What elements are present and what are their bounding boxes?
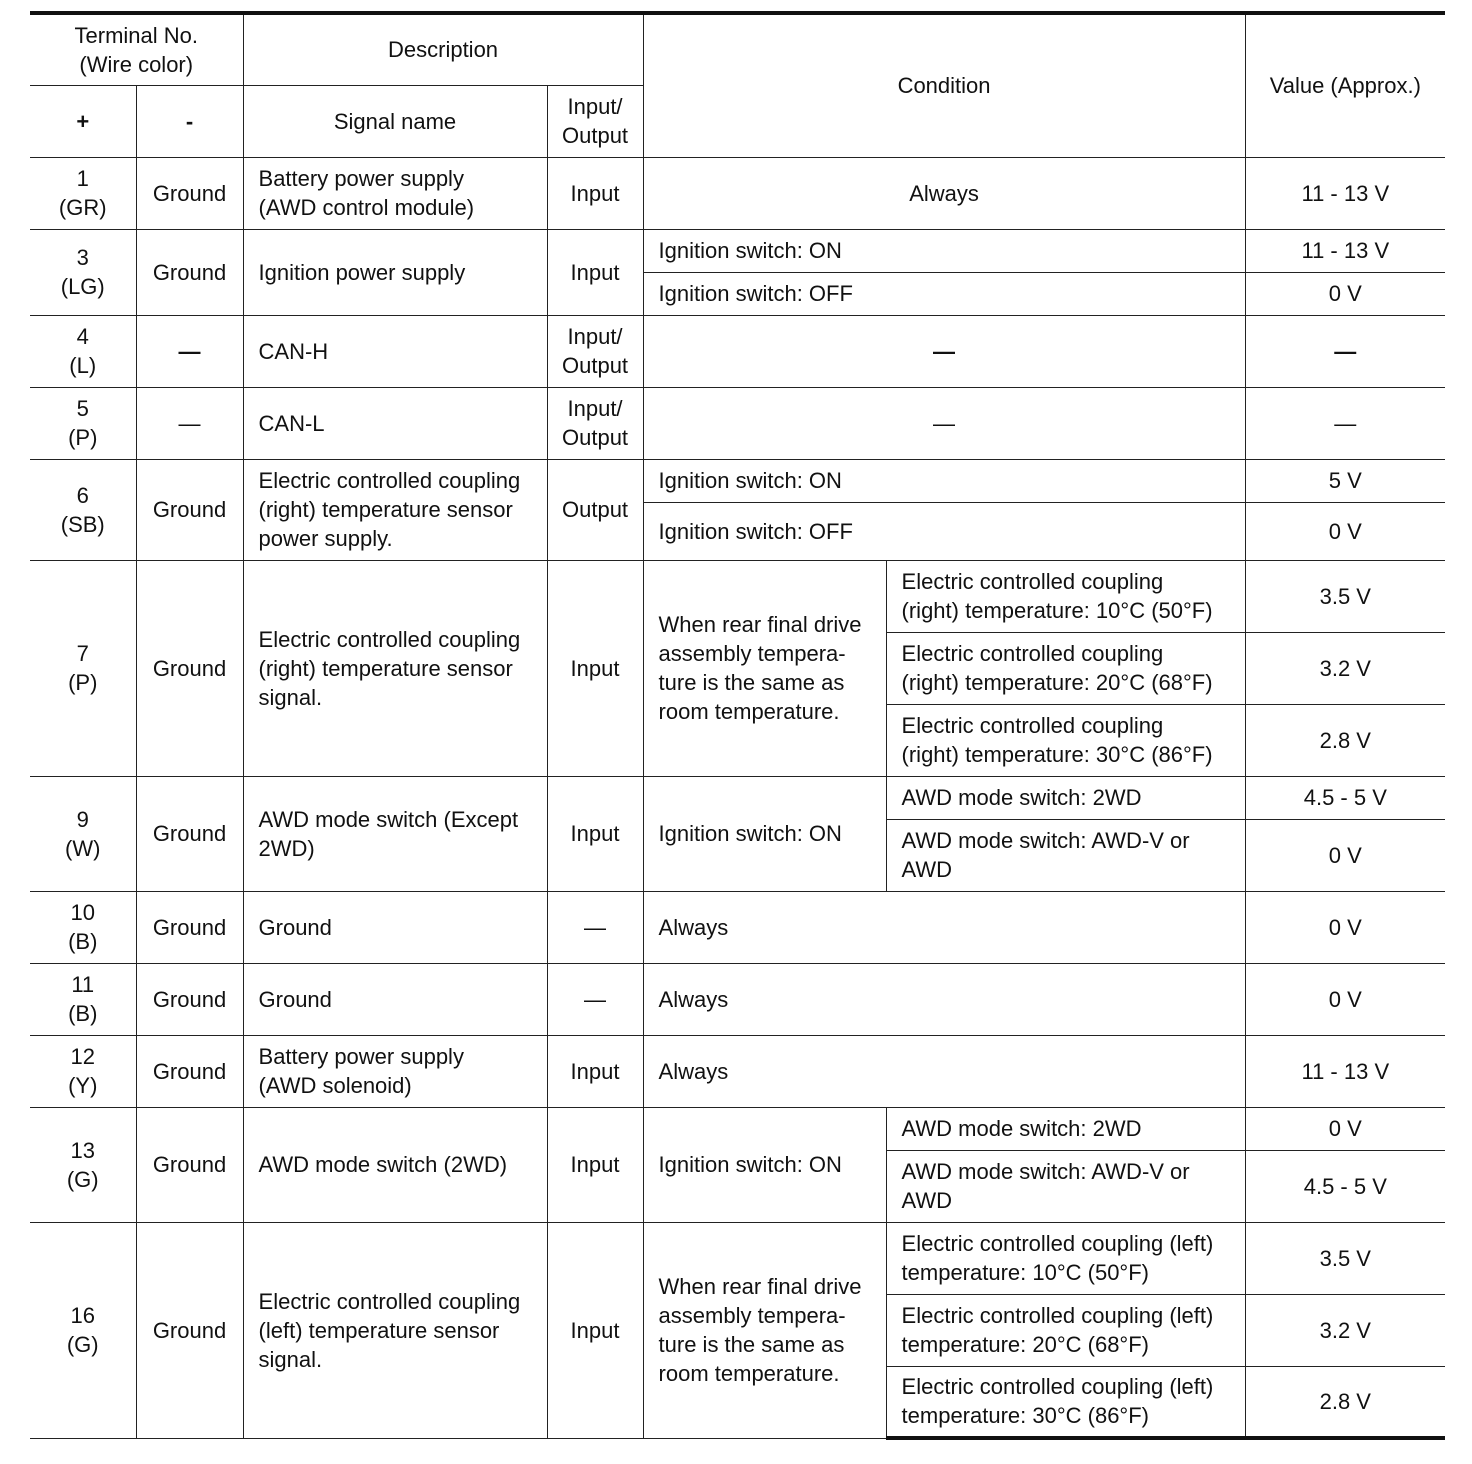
minus-cell: Ground bbox=[136, 1035, 243, 1107]
io-cell: Input bbox=[547, 157, 643, 229]
header-condition: Condition bbox=[643, 13, 1245, 157]
terminal-cell: 4 (L) bbox=[30, 315, 136, 387]
header-input-output: Input/ Output bbox=[547, 85, 643, 157]
signal-cell: AWD mode switch (2WD) bbox=[243, 1107, 547, 1222]
io-cell: Input/ Output bbox=[547, 315, 643, 387]
value-cell: 3.2 V bbox=[1245, 632, 1445, 704]
header-terminal-no: Terminal No. (Wire color) bbox=[30, 13, 243, 85]
io-cell: Input/ Output bbox=[547, 387, 643, 459]
header-minus: - bbox=[136, 85, 243, 157]
sub-condition-cell: Electric controlled coupling (right) temperature: 20°C (68°F) bbox=[886, 632, 1245, 704]
value-cell: 0 V bbox=[1245, 819, 1445, 891]
value-cell: 4.5 - 5 V bbox=[1245, 776, 1445, 819]
sub-condition-cell: Electric controlled coupling (left) temperature: 30°C (86°F) bbox=[886, 1366, 1245, 1438]
sub-condition-cell: AWD mode switch: AWD-V or AWD bbox=[886, 1150, 1245, 1222]
condition-cell: Always bbox=[643, 963, 1245, 1035]
signal-cell: Ground bbox=[243, 891, 547, 963]
value-cell: 3.5 V bbox=[1245, 1222, 1445, 1294]
terminal-cell: 16 (G) bbox=[30, 1222, 136, 1438]
signal-cell: Battery power supply (AWD control module) bbox=[243, 157, 547, 229]
sub-condition-cell: AWD mode switch: AWD-V or AWD bbox=[886, 819, 1245, 891]
minus-cell: Ground bbox=[136, 1107, 243, 1222]
signal-cell: AWD mode switch (Except 2WD) bbox=[243, 776, 547, 891]
terminal-cell: 9 (W) bbox=[30, 776, 136, 891]
minus-cell: Ground bbox=[136, 229, 243, 315]
condition-cell: Always bbox=[643, 891, 1245, 963]
minus-cell: — bbox=[136, 387, 243, 459]
value-cell: 11 - 13 V bbox=[1245, 157, 1445, 229]
value-cell: 5 V bbox=[1245, 459, 1445, 502]
minus-cell: Ground bbox=[136, 963, 243, 1035]
io-cell: Input bbox=[547, 1035, 643, 1107]
value-cell: 2.8 V bbox=[1245, 704, 1445, 776]
condition-cell: Always bbox=[643, 157, 1245, 229]
terminal-cell: 6 (SB) bbox=[30, 459, 136, 560]
header-signal-name: Signal name bbox=[243, 85, 547, 157]
minus-cell: Ground bbox=[136, 776, 243, 891]
signal-cell: Battery power supply (AWD solenoid) bbox=[243, 1035, 547, 1107]
minus-cell: Ground bbox=[136, 459, 243, 560]
minus-cell: Ground bbox=[136, 157, 243, 229]
condition-cell: When rear final drive assembly tempera- ture is the same as room temperature. bbox=[643, 560, 886, 776]
terminal-cell: 5 (P) bbox=[30, 387, 136, 459]
minus-cell: Ground bbox=[136, 560, 243, 776]
value-cell: 3.2 V bbox=[1245, 1294, 1445, 1366]
condition-cell: Always bbox=[643, 1035, 1245, 1107]
io-cell: Input bbox=[547, 560, 643, 776]
sub-condition-cell: Electric controlled coupling (right) temperature: 10°C (50°F) bbox=[886, 560, 1245, 632]
minus-cell: Ground bbox=[136, 891, 243, 963]
condition-cell: Ignition switch: OFF bbox=[643, 502, 1245, 560]
io-cell: Input bbox=[547, 1222, 643, 1438]
minus-cell: Ground bbox=[136, 1222, 243, 1438]
header-plus: + bbox=[30, 85, 136, 157]
condition-cell: Ignition switch: ON bbox=[643, 229, 1245, 272]
header-value: Value (Approx.) bbox=[1245, 13, 1445, 157]
value-cell: — bbox=[1245, 387, 1445, 459]
signal-cell: Electric controlled coupling (left) temperature sensor signal. bbox=[243, 1222, 547, 1438]
terminal-cell: 11 (B) bbox=[30, 963, 136, 1035]
sub-condition-cell: AWD mode switch: 2WD bbox=[886, 1107, 1245, 1150]
signal-cell: Electric controlled coupling (right) temperature sensor power supply. bbox=[243, 459, 547, 560]
condition-cell: Ignition switch: OFF bbox=[643, 272, 1245, 315]
io-cell: Output bbox=[547, 459, 643, 560]
condition-cell: Ignition switch: ON bbox=[643, 459, 1245, 502]
io-cell: Input bbox=[547, 776, 643, 891]
condition-cell: — bbox=[643, 387, 1245, 459]
value-cell: 0 V bbox=[1245, 272, 1445, 315]
sub-condition-cell: Electric controlled coupling (right) temperature: 30°C (86°F) bbox=[886, 704, 1245, 776]
value-cell: 3.5 V bbox=[1245, 560, 1445, 632]
sub-condition-cell: Electric controlled coupling (left) temperature: 20°C (68°F) bbox=[886, 1294, 1245, 1366]
signal-cell: CAN-L bbox=[243, 387, 547, 459]
condition-cell: Ignition switch: ON bbox=[643, 776, 886, 891]
io-cell: — bbox=[547, 963, 643, 1035]
signal-cell: Ground bbox=[243, 963, 547, 1035]
signal-cell: Electric controlled coupling (right) temperature sensor signal. bbox=[243, 560, 547, 776]
sub-condition-cell: Electric controlled coupling (left) temperature: 10°C (50°F) bbox=[886, 1222, 1245, 1294]
value-cell: 4.5 - 5 V bbox=[1245, 1150, 1445, 1222]
condition-cell: Ignition switch: ON bbox=[643, 1107, 886, 1222]
value-cell: — bbox=[1245, 315, 1445, 387]
value-cell: 2.8 V bbox=[1245, 1366, 1445, 1438]
terminal-cell: 1 (GR) bbox=[30, 157, 136, 229]
value-cell: 11 - 13 V bbox=[1245, 1035, 1445, 1107]
terminal-cell: 12 (Y) bbox=[30, 1035, 136, 1107]
terminal-cell: 10 (B) bbox=[30, 891, 136, 963]
io-cell: — bbox=[547, 891, 643, 963]
header-description: Description bbox=[243, 13, 643, 85]
sub-condition-cell: AWD mode switch: 2WD bbox=[886, 776, 1245, 819]
io-cell: Input bbox=[547, 1107, 643, 1222]
terminal-cell: 3 (LG) bbox=[30, 229, 136, 315]
value-cell: 11 - 13 V bbox=[1245, 229, 1445, 272]
condition-cell: When rear final drive assembly tempera- ture is the same as room temperature. bbox=[643, 1222, 886, 1438]
minus-cell: — bbox=[136, 315, 243, 387]
terminal-cell: 7 (P) bbox=[30, 560, 136, 776]
condition-cell: — bbox=[643, 315, 1245, 387]
signal-cell: CAN-H bbox=[243, 315, 547, 387]
terminal-cell: 13 (G) bbox=[30, 1107, 136, 1222]
value-cell: 0 V bbox=[1245, 1107, 1445, 1150]
value-cell: 0 V bbox=[1245, 502, 1445, 560]
io-cell: Input bbox=[547, 229, 643, 315]
signal-cell: Ignition power supply bbox=[243, 229, 547, 315]
value-cell: 0 V bbox=[1245, 963, 1445, 1035]
terminal-table bbox=[30, 11, 1445, 1440]
value-cell: 0 V bbox=[1245, 891, 1445, 963]
